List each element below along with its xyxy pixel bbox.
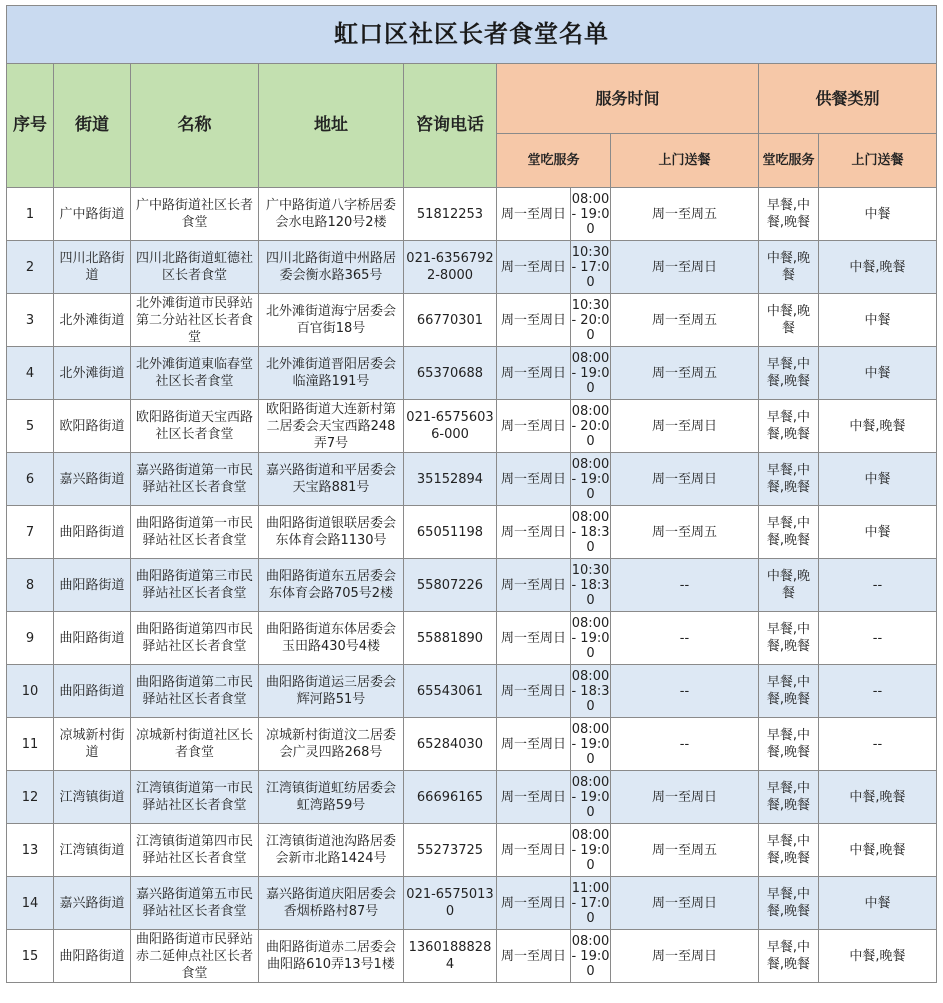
cell-name: 凉城新村街道社区长者食堂 — [131, 718, 259, 771]
cell-dine-meals: 早餐,中餐,晚餐 — [759, 824, 819, 877]
cell-address: 曲阳路街道银联居委会东体育会路1130号 — [259, 506, 404, 559]
cell-dine-hours: 08:00 - 18:30 — [571, 506, 611, 559]
cell-street: 曲阳路街道 — [54, 930, 131, 983]
cell-dine-hours: 08:00 - 19:00 — [571, 347, 611, 400]
cell-dine-meals: 早餐,中餐,晚餐 — [759, 877, 819, 930]
cell-dine-hours: 08:00 - 19:00 — [571, 930, 611, 983]
cell-delivery-days: 周一至周日 — [611, 877, 759, 930]
cell-delivery-meals: 中餐 — [819, 453, 937, 506]
header-address: 地址 — [259, 64, 404, 188]
cell-delivery-meals: 中餐 — [819, 188, 937, 241]
header-name: 名称 — [131, 64, 259, 188]
cell-delivery-days: 周一至周日 — [611, 453, 759, 506]
cell-street: 曲阳路街道 — [54, 559, 131, 612]
cell-delivery-days: 周一至周五 — [611, 824, 759, 877]
cell-dine-meals: 早餐,中餐,晚餐 — [759, 453, 819, 506]
cell-seq: 3 — [7, 294, 54, 347]
canteen-table — [6, 5, 937, 983]
table-row — [7, 559, 937, 612]
cell-seq: 2 — [7, 241, 54, 294]
cell-street: 江湾镇街道 — [54, 824, 131, 877]
cell-street: 凉城新村街道 — [54, 718, 131, 771]
table-row — [7, 665, 937, 718]
cell-delivery-days: 周一至周日 — [611, 930, 759, 983]
cell-seq: 4 — [7, 347, 54, 400]
cell-address: 广中路街道八字桥居委会水电路120号2楼 — [259, 188, 404, 241]
cell-dine-hours: 08:00 - 20:00 — [571, 400, 611, 453]
cell-street: 欧阳路街道 — [54, 400, 131, 453]
cell-dine-meals: 早餐,中餐,晚餐 — [759, 612, 819, 665]
cell-dine-days: 周一至周日 — [497, 612, 571, 665]
cell-dine-days: 周一至周日 — [497, 877, 571, 930]
cell-name: 江湾镇街道第四市民驿站社区长者食堂 — [131, 824, 259, 877]
table-row — [7, 453, 937, 506]
cell-phone: 021-63567922-8000 — [404, 241, 497, 294]
cell-street: 四川北路街道 — [54, 241, 131, 294]
cell-seq: 6 — [7, 453, 54, 506]
cell-street: 曲阳路街道 — [54, 612, 131, 665]
cell-dine-days: 周一至周日 — [497, 824, 571, 877]
cell-dine-hours: 08:00 - 19:00 — [571, 718, 611, 771]
cell-dine-hours: 08:00 - 19:00 — [571, 188, 611, 241]
cell-street: 嘉兴路街道 — [54, 877, 131, 930]
cell-dine-hours: 10:30 - 20:00 — [571, 294, 611, 347]
cell-phone: 55881890 — [404, 612, 497, 665]
header-delivery-meal: 上门送餐 — [819, 134, 937, 188]
cell-phone: 65051198 — [404, 506, 497, 559]
cell-dine-days: 周一至周日 — [497, 559, 571, 612]
cell-street: 曲阳路街道 — [54, 665, 131, 718]
table-title: 虹口区社区长者食堂名单 — [7, 6, 937, 64]
header-dine-in: 堂吃服务 — [497, 134, 611, 188]
table-row — [7, 824, 937, 877]
table-row — [7, 930, 937, 983]
cell-delivery-meals: -- — [819, 612, 937, 665]
cell-address: 曲阳路街道运三居委会辉河路51号 — [259, 665, 404, 718]
cell-seq: 14 — [7, 877, 54, 930]
cell-dine-meals: 早餐,中餐,晚餐 — [759, 347, 819, 400]
cell-name: 广中路街道社区长者食堂 — [131, 188, 259, 241]
cell-dine-days: 周一至周日 — [497, 188, 571, 241]
header-dine-in-meal: 堂吃服务 — [759, 134, 819, 188]
cell-dine-meals: 早餐,中餐,晚餐 — [759, 506, 819, 559]
cell-dine-days: 周一至周日 — [497, 718, 571, 771]
cell-dine-hours: 08:00 - 19:00 — [571, 771, 611, 824]
cell-delivery-days: 周一至周五 — [611, 294, 759, 347]
cell-street: 北外滩街道 — [54, 347, 131, 400]
cell-dine-days: 周一至周日 — [497, 294, 571, 347]
cell-dine-days: 周一至周日 — [497, 347, 571, 400]
cell-dine-hours: 10:30 - 17:00 — [571, 241, 611, 294]
header-phone: 咨询电话 — [404, 64, 497, 188]
cell-dine-meals: 早餐,中餐,晚餐 — [759, 400, 819, 453]
cell-address: 嘉兴路街道庆阳居委会香烟桥路村87号 — [259, 877, 404, 930]
cell-dine-days: 周一至周日 — [497, 400, 571, 453]
cell-name: 曲阳路街道第四市民驿站社区长者食堂 — [131, 612, 259, 665]
cell-name: 北外滩街道市民驿站第二分站社区长者食堂 — [131, 294, 259, 347]
cell-delivery-meals: 中餐,晚餐 — [819, 930, 937, 983]
cell-name: 曲阳路街道市民驿站赤二延伸点社区长者食堂 — [131, 930, 259, 983]
header-seq: 序号 — [7, 64, 54, 188]
cell-delivery-meals: 中餐 — [819, 877, 937, 930]
cell-delivery-days: -- — [611, 665, 759, 718]
cell-address: 四川北路街道中州路居委会衡水路365号 — [259, 241, 404, 294]
cell-dine-meals: 中餐,晚餐 — [759, 294, 819, 347]
cell-delivery-meals: 中餐,晚餐 — [819, 400, 937, 453]
cell-seq: 9 — [7, 612, 54, 665]
canteen-list-sheet — [6, 5, 936, 983]
cell-delivery-meals: 中餐,晚餐 — [819, 771, 937, 824]
cell-dine-hours: 10:30 - 18:30 — [571, 559, 611, 612]
cell-street: 北外滩街道 — [54, 294, 131, 347]
cell-dine-meals: 早餐,中餐,晚餐 — [759, 188, 819, 241]
cell-seq: 10 — [7, 665, 54, 718]
cell-dine-hours: 08:00 - 19:00 — [571, 453, 611, 506]
cell-delivery-days: 周一至周五 — [611, 347, 759, 400]
cell-seq: 1 — [7, 188, 54, 241]
cell-name: 曲阳路街道第三市民驿站社区长者食堂 — [131, 559, 259, 612]
cell-street: 江湾镇街道 — [54, 771, 131, 824]
cell-phone: 35152894 — [404, 453, 497, 506]
table-row — [7, 241, 937, 294]
table-row — [7, 188, 937, 241]
cell-delivery-days: 周一至周日 — [611, 241, 759, 294]
cell-delivery-days: -- — [611, 559, 759, 612]
cell-seq: 11 — [7, 718, 54, 771]
cell-dine-meals: 早餐,中餐,晚餐 — [759, 771, 819, 824]
cell-phone: 65543061 — [404, 665, 497, 718]
cell-seq: 12 — [7, 771, 54, 824]
cell-address: 嘉兴路街道和平居委会天宝路881号 — [259, 453, 404, 506]
table-row — [7, 877, 937, 930]
cell-delivery-meals: 中餐 — [819, 506, 937, 559]
cell-seq: 5 — [7, 400, 54, 453]
cell-address: 江湾镇街道池沟路居委会新市北路1424号 — [259, 824, 404, 877]
table-row — [7, 400, 937, 453]
cell-street: 曲阳路街道 — [54, 506, 131, 559]
cell-dine-meals: 早餐,中餐,晚餐 — [759, 930, 819, 983]
cell-phone: 021-65750130 — [404, 877, 497, 930]
table-body — [7, 188, 937, 983]
table-row — [7, 612, 937, 665]
cell-dine-days: 周一至周日 — [497, 453, 571, 506]
cell-delivery-days: 周一至周日 — [611, 771, 759, 824]
cell-dine-meals: 早餐,中餐,晚餐 — [759, 665, 819, 718]
cell-delivery-meals: 中餐,晚餐 — [819, 824, 937, 877]
cell-address: 曲阳路街道东五居委会东体育会路705号2楼 — [259, 559, 404, 612]
cell-delivery-meals: 中餐 — [819, 347, 937, 400]
cell-phone: 13601888284 — [404, 930, 497, 983]
cell-delivery-days: -- — [611, 718, 759, 771]
cell-address: 凉城新村街道汶二居委会广灵四路268号 — [259, 718, 404, 771]
cell-phone: 66696165 — [404, 771, 497, 824]
cell-dine-days: 周一至周日 — [497, 771, 571, 824]
cell-phone: 66770301 — [404, 294, 497, 347]
cell-name: 嘉兴路街道第一市民驿站社区长者食堂 — [131, 453, 259, 506]
cell-dine-meals: 中餐,晚餐 — [759, 559, 819, 612]
cell-dine-days: 周一至周日 — [497, 665, 571, 718]
cell-address: 欧阳路街道大连新村第二居委会天宝西路248弄7号 — [259, 400, 404, 453]
cell-phone: 021-65756036-000 — [404, 400, 497, 453]
cell-dine-hours: 08:00 - 19:00 — [571, 612, 611, 665]
table-row — [7, 347, 937, 400]
cell-delivery-meals: 中餐 — [819, 294, 937, 347]
cell-phone: 65370688 — [404, 347, 497, 400]
cell-name: 曲阳路街道第一市民驿站社区长者食堂 — [131, 506, 259, 559]
header-service-time: 服务时间 — [497, 64, 759, 134]
cell-phone: 51812253 — [404, 188, 497, 241]
cell-address: 江湾镇街道虹纺居委会虹湾路59号 — [259, 771, 404, 824]
cell-dine-hours: 08:00 - 18:30 — [571, 665, 611, 718]
cell-phone: 65284030 — [404, 718, 497, 771]
cell-delivery-days: -- — [611, 612, 759, 665]
cell-name: 嘉兴路街道第五市民驿站社区长者食堂 — [131, 877, 259, 930]
cell-delivery-days: 周一至周五 — [611, 506, 759, 559]
cell-dine-days: 周一至周日 — [497, 241, 571, 294]
cell-delivery-days: 周一至周五 — [611, 188, 759, 241]
table-row — [7, 294, 937, 347]
cell-name: 四川北路街道虹德社区长者食堂 — [131, 241, 259, 294]
cell-dine-hours: 11:00 - 17:00 — [571, 877, 611, 930]
cell-address: 北外滩街道海宁居委会百官街18号 — [259, 294, 404, 347]
cell-dine-days: 周一至周日 — [497, 930, 571, 983]
cell-dine-meals: 早餐,中餐,晚餐 — [759, 718, 819, 771]
cell-delivery-meals: -- — [819, 718, 937, 771]
cell-name: 曲阳路街道第二市民驿站社区长者食堂 — [131, 665, 259, 718]
header-delivery: 上门送餐 — [611, 134, 759, 188]
cell-seq: 8 — [7, 559, 54, 612]
table-row — [7, 771, 937, 824]
cell-name: 北外滩街道東临春堂社区长者食堂 — [131, 347, 259, 400]
cell-dine-hours: 08:00 - 19:00 — [571, 824, 611, 877]
cell-street: 广中路街道 — [54, 188, 131, 241]
cell-delivery-meals: -- — [819, 559, 937, 612]
table-row — [7, 506, 937, 559]
cell-seq: 7 — [7, 506, 54, 559]
header-street: 街道 — [54, 64, 131, 188]
cell-delivery-meals: 中餐,晚餐 — [819, 241, 937, 294]
cell-address: 北外滩街道晋阳居委会临潼路191号 — [259, 347, 404, 400]
header-meal-type: 供餐类别 — [759, 64, 937, 134]
cell-dine-days: 周一至周日 — [497, 506, 571, 559]
table-row — [7, 718, 937, 771]
cell-name: 江湾镇街道第一市民驿站社区长者食堂 — [131, 771, 259, 824]
cell-phone: 55273725 — [404, 824, 497, 877]
cell-street: 嘉兴路街道 — [54, 453, 131, 506]
cell-name: 欧阳路街道天宝西路社区长者食堂 — [131, 400, 259, 453]
cell-address: 曲阳路街道东体居委会玉田路430号4楼 — [259, 612, 404, 665]
cell-seq: 15 — [7, 930, 54, 983]
cell-address: 曲阳路街道赤二居委会曲阳路610弄13号1楼 — [259, 930, 404, 983]
cell-delivery-days: 周一至周日 — [611, 400, 759, 453]
cell-seq: 13 — [7, 824, 54, 877]
cell-phone: 55807226 — [404, 559, 497, 612]
cell-dine-meals: 中餐,晚餐 — [759, 241, 819, 294]
cell-delivery-meals: -- — [819, 665, 937, 718]
